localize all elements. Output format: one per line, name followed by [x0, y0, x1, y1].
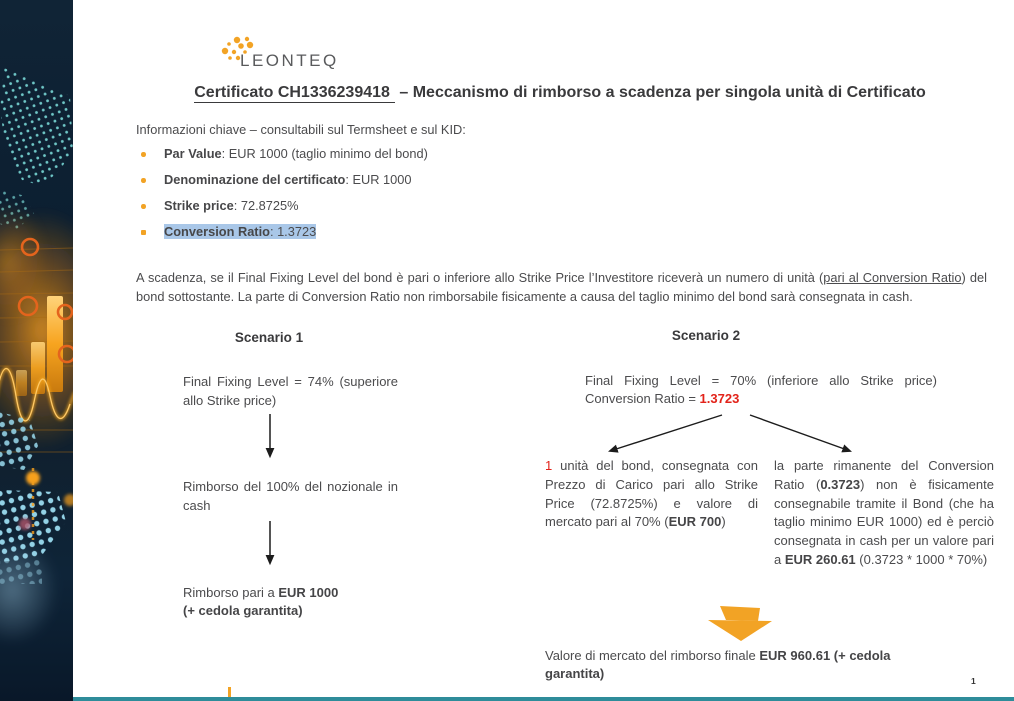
scenario1-heading: Scenario 1 — [234, 330, 304, 345]
bullet-icon — [141, 152, 146, 157]
down-arrow-icon — [263, 521, 277, 569]
scenario2-heading: Scenario 2 — [671, 328, 741, 343]
footer-teal-bar — [73, 697, 1014, 701]
fact-denominazione: Denominazione del certificato: EUR 1000 — [136, 171, 616, 197]
fact-strike-price: Strike price: 72.8725% — [136, 197, 616, 223]
fact-conversion-ratio — [136, 223, 616, 249]
page-number: 1 — [971, 676, 976, 686]
key-facts-list — [136, 145, 616, 249]
slide-title — [100, 84, 1014, 102]
scenario1-step1: Final Fixing Level = 74% (superiore allo Strike price) — [183, 374, 398, 408]
intro-line: Informazioni chiave – consultabili sul Termsheet e sul KID: — [136, 122, 466, 137]
market-data-graphic — [0, 0, 73, 701]
decorative-sidebar — [0, 0, 73, 701]
title-certificate-id: Certificato CH1336239418 — [194, 84, 395, 103]
highlighted-selection: Conversion Ratio: 1.3723 — [164, 224, 317, 239]
bullet-icon — [141, 178, 146, 183]
scenario2-cash-box: la parte rimanente del Conversion Ratio (0.3723) non è fisicamente consegnabile tramite il Bond (che ha taglio minimo EUR 1000) ed è perciò consegnata in cash per un valore pari a EUR 260.61 (0.3723 * 1000 * 70%) — [774, 458, 994, 567]
orange-down-arrow-icon — [700, 606, 778, 642]
final-result-text: Valore di mercato del rimborso finale EUR 960.61 (+ cedola garantita) — [545, 648, 891, 681]
bond-units-value: 1 — [545, 458, 553, 473]
bullet-icon — [141, 204, 146, 209]
scenario2-condition: Final Fixing Level = 70% (inferiore allo Strike price) — [585, 373, 937, 388]
fact-par-value: Par Value: EUR 1000 (taglio minimo del bond) — [136, 145, 616, 171]
leonteq-wordmark: LEONTEQ — [240, 51, 339, 70]
underlined-phrase: pari al Conversion Ratio — [823, 270, 962, 285]
down-arrow-icon — [263, 414, 277, 462]
title-rest: – Meccanismo di rimborso a scadenza per singola unità di Certificato — [394, 84, 926, 101]
scenario2-ratio-line: Conversion Ratio = 1.3723 — [585, 391, 740, 406]
scenario1-result: Rimborso pari a EUR 1000 (+ cedola garantita) — [183, 585, 339, 618]
remainder-ratio-value: 0.3723 — [820, 476, 861, 492]
bullet-icon — [141, 230, 146, 235]
split-arrows-icon — [592, 410, 867, 458]
conversion-ratio-value: 1.3723 — [699, 391, 740, 406]
scenario2-bond-box: 1 unità del bond, consegnata con Prezzo di Carico pari allo Strike Price (72.8725%) e valore di mercato pari al 70% (EUR 700) — [545, 458, 758, 530]
scenario1-step2: Rimborso del 100% del nozionale in cash — [183, 479, 398, 513]
mechanism-paragraph: A scadenza, se il Final Fixing Level del bond è pari o inferiore allo Strike Price l’Investitore riceverà un numero di unità (pari al Conversion Ratio) del bond sottostante. La parte di Conversion Ratio non rimborsabile fisicamente a causa del taglio minimo del bond sarà consegnata in cash. — [136, 270, 987, 304]
